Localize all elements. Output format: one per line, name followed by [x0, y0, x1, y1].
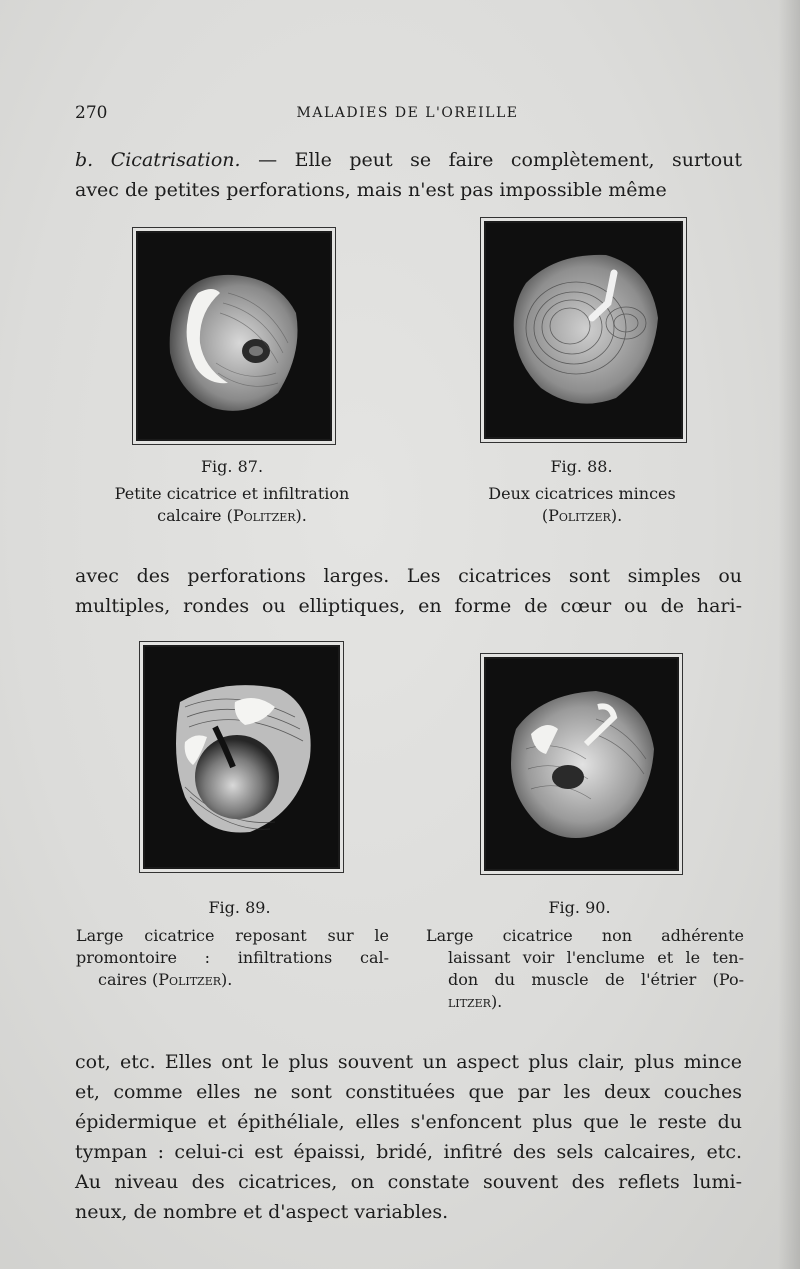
closing-line-3: épidermique et épithéliale, elles s'enfoncent plus que le reste du [75, 1111, 742, 1133]
figure-89-caption-end: ). [221, 970, 233, 989]
closing-line-2: et, comme elles ne sont constituées que par les deux couches [75, 1081, 742, 1103]
closing-line-1: cot, etc. Elles ont le plus souvent un aspect plus clair, plus mince [75, 1051, 742, 1073]
page-number: 270 [75, 103, 108, 123]
figure-89-caption-text: caires ( [98, 970, 159, 989]
eardrum-illustration-87 [138, 233, 330, 439]
closing-line-5: Au niveau des cicatrices, on constate souvent des reflets lumi- [75, 1171, 742, 1193]
page-edge-shadow [778, 0, 800, 1269]
figure-87-caption-author: Politzer [232, 506, 296, 525]
middle-paragraph [75, 561, 742, 621]
figure-87-image [136, 231, 332, 441]
figure-87-caption-text: calcaire ( [157, 506, 233, 525]
figure-90-label: Fig. 90. [548, 898, 611, 917]
intro-line-2: avec de petites perforations, mais n'est pas impossible même [75, 179, 667, 201]
figure-89-caption [76, 925, 389, 991]
figure-89-caption-line-3 [76, 969, 389, 991]
figure-89-caption-line-2: promontoire : infiltrations cal- [76, 948, 389, 967]
figure-90-image [484, 657, 679, 871]
closing-paragraph [75, 1047, 742, 1227]
figure-87-caption-end: ). [295, 506, 307, 525]
page-header [75, 103, 740, 127]
middle-line-1: avec des perforations larges. Les cicatrices sont simples ou [75, 565, 742, 587]
figure-87-caption-line-2 [70, 505, 394, 527]
figure-88-label: Fig. 88. [550, 457, 613, 476]
figure-88-caption-end: ). [610, 506, 623, 525]
running-title: MALADIES DE L'OREILLE [296, 105, 519, 121]
eardrum-illustration-89 [145, 647, 338, 867]
figure-88-caption [420, 483, 744, 527]
figure-87-caption-line-1: Petite cicatrice et infiltration [114, 484, 350, 503]
figure-90-caption-line-2: laissant voir l'enclume et le ten- [448, 948, 744, 967]
figure-88-caption-line-2 [420, 505, 744, 527]
figure-90-caption-line-1: Large cicatrice non adhérente [426, 926, 744, 945]
figure-87-caption [70, 483, 394, 527]
figure-88-caption-author: Politzer [548, 506, 611, 525]
intro-line-1 [75, 145, 742, 175]
figure-90-caption-line-4: litzer). [448, 992, 503, 1011]
figure-88-caption-text: ( [541, 506, 549, 525]
figure-89-caption-line-1: Large cicatrice reposant sur le [76, 926, 389, 945]
closing-line-6: neux, de nombre et d'aspect variables. [75, 1201, 449, 1223]
intro-line-1-text: — Elle peut se faire complètement, surtout [240, 149, 743, 171]
figure-88-caption-line-1: Deux cicatrices minces [488, 484, 676, 503]
figure-89-label: Fig. 89. [208, 898, 271, 917]
figure-89-caption-author: Politzer [158, 970, 222, 989]
middle-line-2: multiples, rondes ou elliptiques, en forme de cœur ou de hari- [75, 595, 742, 617]
eardrum-illustration-88 [486, 223, 681, 437]
figure-89-image [143, 645, 340, 869]
figure-90-caption [426, 925, 744, 1013]
closing-line-4: tympan : celui-ci est épaissi, bridé, infitré des sels calcaires, etc. [75, 1141, 742, 1163]
figure-88-image [484, 221, 683, 439]
intro-paragraph [75, 145, 742, 205]
section-heading: b. Cicatrisation. [75, 149, 241, 171]
eardrum-illustration-90 [486, 659, 677, 869]
figure-90-caption-line-3: don du muscle de l'étrier (Po- [448, 970, 744, 989]
figure-87-label: Fig. 87. [200, 457, 264, 476]
